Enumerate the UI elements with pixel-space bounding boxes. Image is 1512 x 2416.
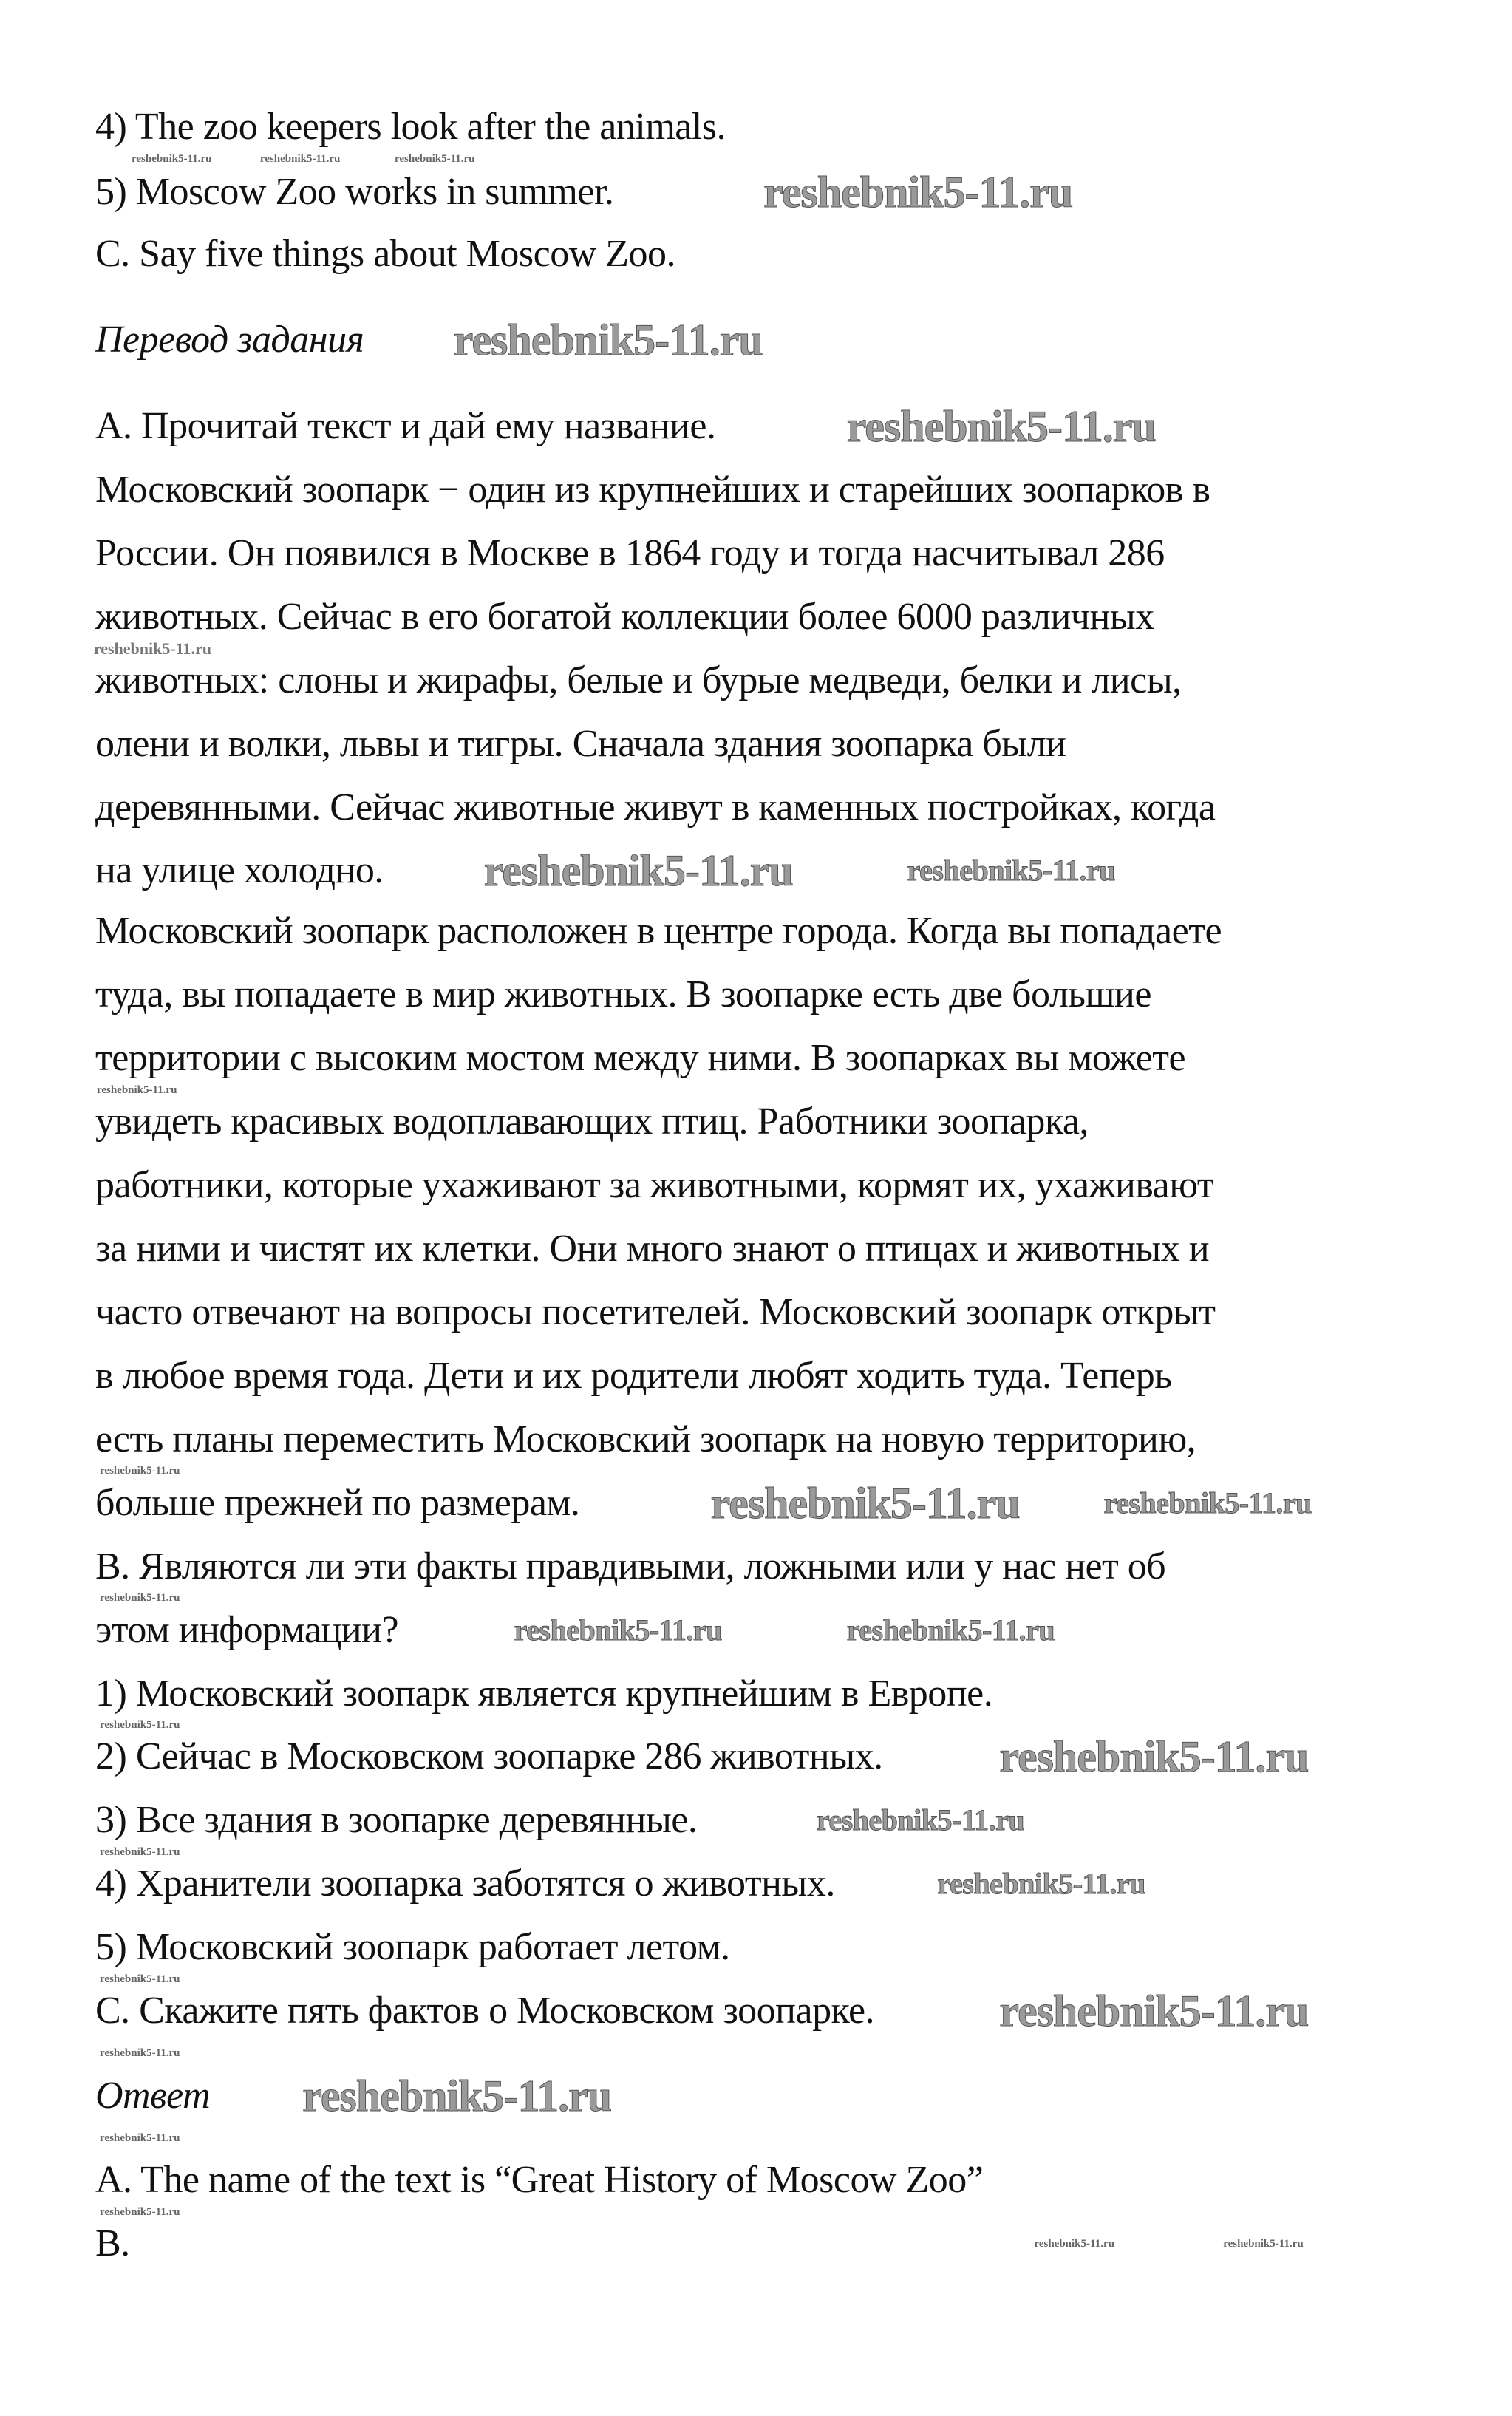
- text-line: туда, вы попадаете в мир животных. В зоопарке есть две большие: [95, 973, 1151, 1016]
- text-line: 5) Moscow Zoo works in summer.: [95, 170, 614, 213]
- watermark: reshebnik5-11.ru: [999, 1732, 1309, 1782]
- watermark: reshebnik5-11.ru: [100, 1845, 180, 1858]
- watermark: reshebnik5-11.ru: [100, 2046, 180, 2059]
- watermark: reshebnik5-11.ru: [395, 153, 475, 166]
- text-line: за ними и чистят их клетки. Они много знают о птицах и животных и: [95, 1227, 1210, 1270]
- text-line: есть планы переместить Московский зоопарк на новую территорию,: [95, 1418, 1196, 1460]
- watermark: reshebnik5-11.ru: [453, 316, 763, 365]
- text-line: работники, которые ухаживают за животными, кормят их, ухаживают: [95, 1164, 1214, 1207]
- text-line: на улице холодно.: [95, 849, 384, 892]
- text-line: территории с высоким мостом между ними. В зоопарках вы можете: [95, 1037, 1186, 1080]
- watermark: reshebnik5-11.ru: [100, 1718, 180, 1731]
- watermark: reshebnik5-11.ru: [96, 1083, 177, 1096]
- watermark: reshebnik5-11.ru: [846, 1613, 1055, 1647]
- text-line: животных. Сейчас в его богатой коллекции более 6000 различных: [95, 595, 1154, 638]
- watermark: reshebnik5-11.ru: [1223, 2237, 1304, 2250]
- section-heading: Ответ: [95, 2074, 211, 2117]
- watermark: reshebnik5-11.ru: [100, 1592, 180, 1605]
- watermark: reshebnik5-11.ru: [100, 1465, 180, 1477]
- watermark: reshebnik5-11.ru: [763, 167, 1073, 217]
- text-line: A. Прочитай текст и дай ему название.: [95, 404, 716, 447]
- text-line: в любое время года. Дети и их родители любят ходить туда. Теперь: [95, 1354, 1172, 1397]
- watermark: reshebnik5-11.ru: [907, 854, 1115, 888]
- watermark: reshebnik5-11.ru: [100, 1973, 180, 1985]
- watermark: reshebnik5-11.ru: [302, 2071, 612, 2120]
- text-line: деревянными. Сейчас животные живут в каменных постройках, когда: [95, 786, 1216, 828]
- watermark: reshebnik5-11.ru: [100, 2205, 180, 2218]
- text-line: часто отвечают на вопросы посетителей. Московский зоопарк открыт: [95, 1290, 1216, 1333]
- text-line: 2) Сейчас в Московском зоопарке 286 животных.: [95, 1735, 883, 1778]
- watermark: reshebnik5-11.ru: [999, 1987, 1309, 2036]
- text-line: 4) The zoo keepers look after the animals.: [95, 105, 726, 148]
- text-line: увидеть красивых водоплавающих птиц. Работники зоопарка,: [95, 1100, 1089, 1143]
- watermark: reshebnik5-11.ru: [514, 1613, 722, 1647]
- watermark: reshebnik5-11.ru: [710, 1478, 1020, 1528]
- watermark: reshebnik5-11.ru: [846, 401, 1156, 451]
- text-line: этом информации?: [95, 1608, 399, 1651]
- text-line: животных: слоны и жирафы, белые и бурые медведи, белки и лисы,: [95, 659, 1182, 701]
- text-line: Московский зоопарк расположен в центре города. Когда вы попадаете: [95, 910, 1222, 953]
- text-line: больше прежней по размерам.: [95, 1481, 580, 1524]
- text-line: олени и волки, львы и тигры. Сначала здания зоопарка были: [95, 722, 1066, 765]
- watermark: reshebnik5-11.ru: [816, 1803, 1025, 1837]
- text-line: 4) Хранители зоопарка заботятся о животных.: [95, 1862, 835, 1905]
- section-heading: Перевод задания: [95, 319, 364, 361]
- text-line: 1) Московский зоопарк является крупнейшим в Европе.: [95, 1672, 993, 1715]
- text-line: 5) Московский зоопарк работает летом.: [95, 1926, 730, 1969]
- text-line: B. Являются ли эти факты правдивыми, ложными или у нас нет об: [95, 1545, 1166, 1588]
- watermark: reshebnik5-11.ru: [483, 846, 793, 896]
- text-line: 3) Все здания в зоопарке деревянные.: [95, 1799, 698, 1842]
- watermark: reshebnik5-11.ru: [93, 639, 211, 658]
- text-line: Московский зоопарк − один из крупнейших и старейших зоопарков в: [95, 468, 1210, 511]
- watermark: reshebnik5-11.ru: [100, 2131, 180, 2144]
- watermark: reshebnik5-11.ru: [937, 1867, 1145, 1901]
- text-line: A. The name of the text is “Great History of Moscow Zoo”: [95, 2159, 984, 2202]
- text-line: B.: [95, 2222, 130, 2265]
- watermark: reshebnik5-11.ru: [1103, 1486, 1312, 1520]
- text-line: C. Say five things about Moscow Zoo.: [95, 232, 676, 275]
- text-line: C. Скажите пять фактов о Московском зоопарке.: [95, 1990, 875, 2032]
- watermark: reshebnik5-11.ru: [1034, 2237, 1114, 2250]
- watermark: reshebnik5-11.ru: [259, 153, 341, 166]
- watermark: reshebnik5-11.ru: [132, 153, 212, 166]
- text-line: России. Он появился в Москве в 1864 году и тогда насчитывал 286: [95, 531, 1165, 574]
